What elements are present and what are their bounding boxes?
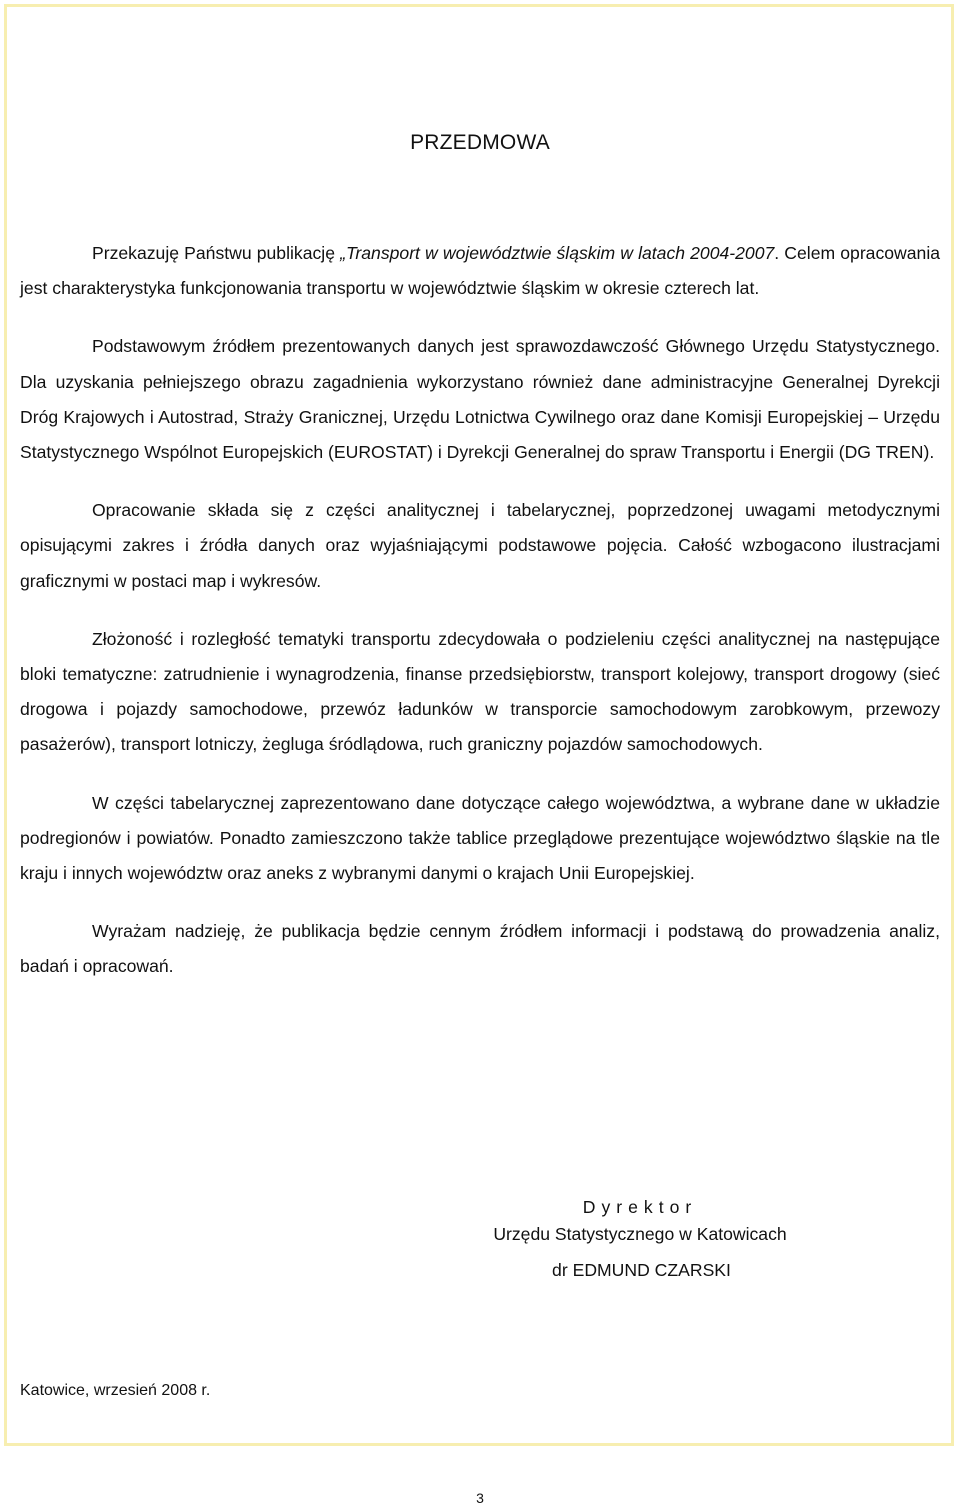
signature-organization: Urzędu Statystycznego w Katowicach [493,1224,787,1244]
paragraph-1 [20,236,940,306]
paragraph-6: Wyrażam nadzieję, że publikacja będzie cennym źródłem informacji i podstawą do prowadzenia analiz, badań i opracowań. [20,921,940,977]
place-and-date: Katowice, wrzesień 2008 r. [20,1382,211,1399]
paragraph-3: Opracowanie składa się z części analitycznej i tabelarycznej, poprzedzonej uwagami metodycznymi opisującymi zakres i źródła danych oraz wyjaśniającymi podstawowe pojęcia. Całość wzbogacono ilustracjami graficznymi w postaci map i wykresów. [20,500,940,591]
paragraph-1-rest: . Celem opracowania jest charakterystyka funkcjonowania transportu w województwie śląskim w okresie czterech lat. [20,243,941,299]
signature-title: Dyrektor [582,1197,698,1217]
page-number: 3 [476,1490,484,1506]
paragraph-2: Podstawowym źródłem prezentowanych danych jest sprawozdawczość Głównego Urzędu Statystycznego. Dla uzyskania pełniejszego obrazu zagadnienia wykorzystano również dane administracyjne Generalnej Dyrekcji Dróg Krajowych i Autostrad, Straży Granicznej, Urzędu Lotnictwa Cywilnego oraz dane Komisji Europejskiej – Urzędu Statystycznego Wspólnot Europejskich (EUROSTAT) i Dyrekcji Generalnej do spraw Transportu i Energii (DG TREN). [20,336,940,463]
paragraph-4: Złożoność i rozległość tematyki transportu zdecydowała o podzieleniu części analitycznej na następujące bloki tematyczne: zatrudnienie i wynagrodzenia, finanse przedsiębiorstw, transport kolejowy, transport drogowy (sieć drogowa i pojazdy samochodowe, przewóz ładunków w transporcie samochodowym zarobkowym, przewozy pasażerów), transport lotniczy, żegluga śródlądowa, ruch graniczny pojazdów samochodowych. [20,628,940,755]
signature-name: dr EDMUND CZARSKI [552,1260,731,1280]
paragraph-5: W części tabelarycznej zaprezentowano dane dotyczące całego województwa, a wybrane dane w układzie podregionów i powiatów. Ponadto zamieszczono także tablice przeglądowe prezentujące województwo śląskie na tle kraju i innych województw oraz aneks z wybranymi danymi o krajach Unii Europejskiej. [20,792,940,884]
publication-title: „Transport w województwie śląskim w latach 2004-2007 [340,243,775,263]
paragraph-1-intro: Przekazuję Państwu publikację [92,243,341,263]
preface-body [20,236,940,985]
signature-block [470,1192,810,1284]
page-title: PRZEDMOWA [410,131,550,154]
